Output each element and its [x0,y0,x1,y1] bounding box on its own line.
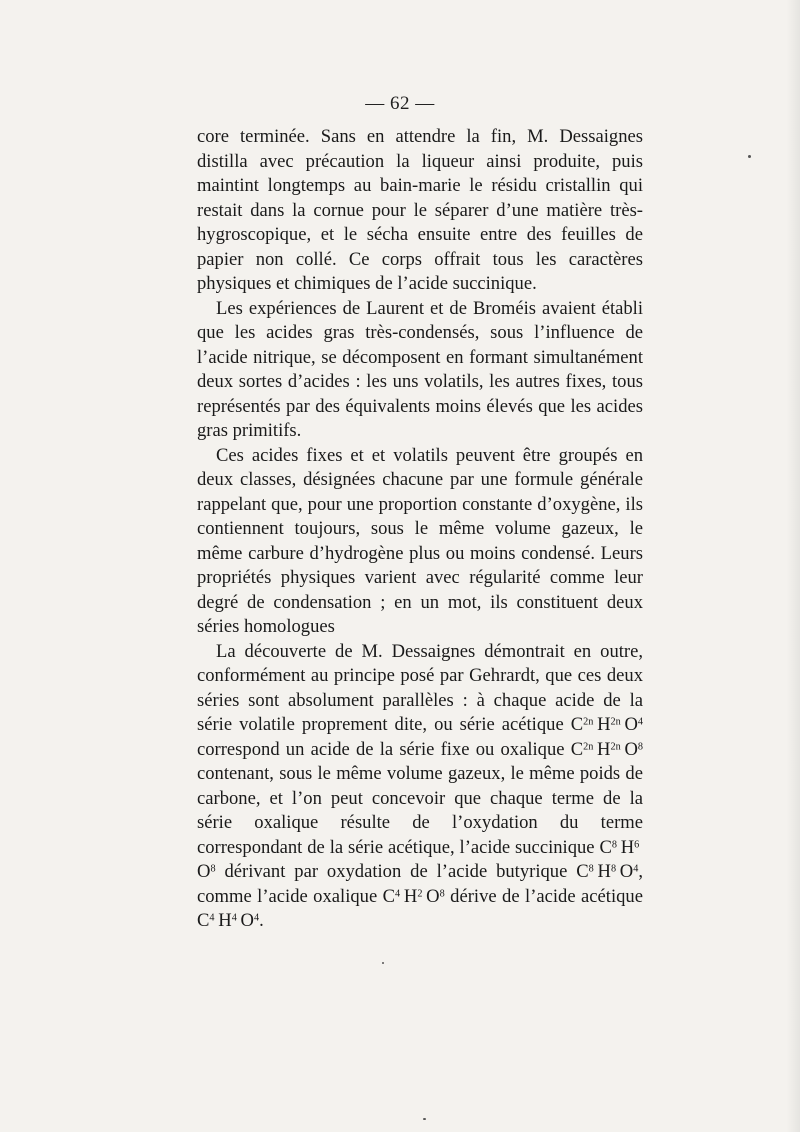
formula-acetic-series: $C^{2n}$ $H^{2n}$ $O^4$ [570,714,643,735]
paragraph-4-text-7: . [259,910,264,931]
paragraph-4-text-2: correspond un acide de la série fixe ou oxalique [197,738,565,760]
paragraph-2: Les expériences de Laurent et de Broméis avaient établi que les acides gras très-condensés, sous l’influence de l’acide nitrique, se décomposent en formant simultanément deux sortes d’acides : les uns volatils, les autres fixes, tous représentés par des équivalents moins élevés que les acides gras primitifs. [197,297,643,441]
scan-speck [748,155,751,158]
paragraph-4-text-1: La découverte de M. Dessaignes démontrait en outre, conformément au principe posé par Gehrardt, que ces deux séries sont absolument parallèles : à chaque acide de la série volatile proprement dite, ou série acétique [197,640,643,735]
paragraph-4 [197,640,643,934]
formula-oxalic-acid: $C^4$ $H^2$ $O^8$ [382,885,445,907]
paragraph-4-text-5: , comme l’acide oxalique [197,861,643,907]
formula-acetic-acid: $C^4$ $H^4$ $O^4$ [197,910,260,931]
scan-speck [382,962,384,964]
formula-oxalic-series: $C^{2n}$ $H^{2n}$ $O^8$ [570,738,643,760]
paragraph-4-text-4: dérivant par oxydation de l’acide butyrique [224,861,568,882]
formula-butyric-acid: $C^8$ $H^8$ $O^4$ [576,861,639,882]
paragraph-3: Ces acides fixes et et volatils peuvent être groupés en deux classes, désignées chacune par une formule générale rappelant que, pour une proportion constante d’oxygène, ils contiennent toujours, sous le même volume gazeux, le même carbure d’hydrogène plus ou moins condensé. Leurs propriétés physiques varient avec régularité comme leur degré de condensation ; en un mot, ils constituent deux séries homologues [197,444,643,637]
paragraph-1: core terminée. Sans en attendre la fin, M. Dessaignes distilla avec précaution la liqueur ainsi produite, puis maintint longtemps au bain-marie le résidu cristallin qui restait dans la cornue pour le séparer d’une matière très-hygroscopique, et le sécha ensuite entre des feuilles de papier non collé. Ce corps offrait tous les caractères physiques et chimiques de l’acide succinique. [197,126,643,294]
page-edge-shadow [786,0,800,1132]
page-number: — 62 — [365,93,435,114]
paragraph-4-text-3: contenant, sous le même volume gazeux, le même poids de carbone, et l’on peut concevoir que chaque terme de la série oxalique résulte de l’oxydation du terme correspondant de la série acétique, l’acide succinique [197,763,643,858]
paragraph-4-text-6: dérive de l’acide acétique [450,885,643,907]
scan-speck [423,1118,426,1120]
body-text [197,125,643,934]
formula-succinic-acid: $C^8$ $H^6$ $O^8$ [197,836,640,882]
